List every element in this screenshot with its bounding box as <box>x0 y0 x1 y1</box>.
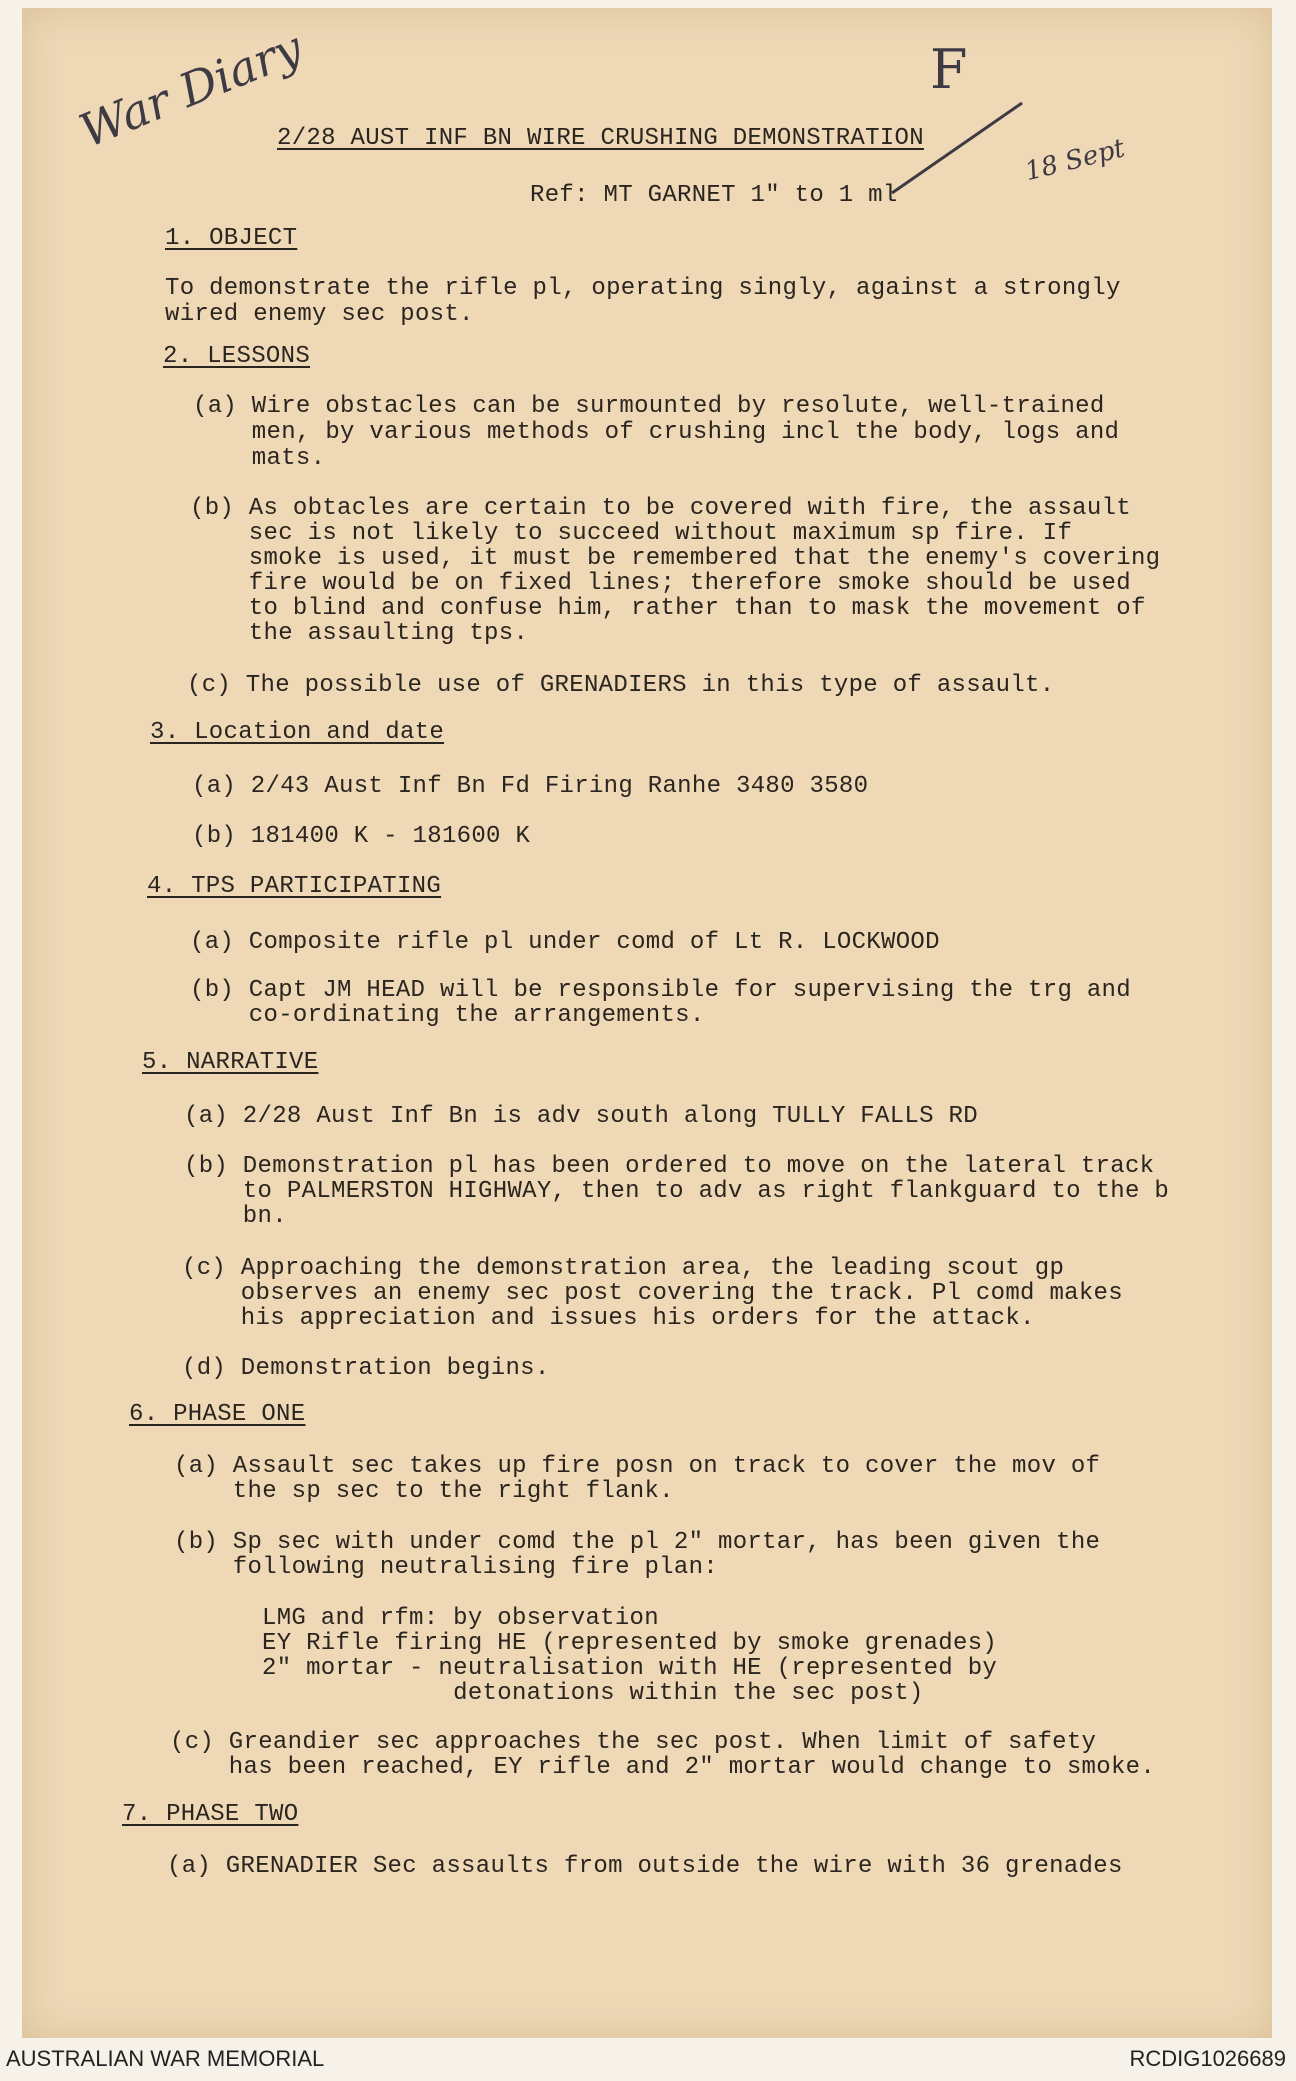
fire-plan-line-3: 2" mortar - neutralisation with HE (represented by <box>262 1655 998 1682</box>
phase-one-a-line-2: the sp sec to the right flank. <box>174 1478 674 1505</box>
narrative-c-line-3: his appreciation and issues his orders for the attack. <box>182 1305 1035 1332</box>
lesson-b-line-6: the assaulting tps. <box>190 620 529 647</box>
document-title: 2/28 AUST INF BN WIRE CRUSHING DEMONSTRATION <box>277 125 924 152</box>
phase-two-a-line: (a) GRENADIER Sec assaults from outside the wire with 36 grenades <box>167 1853 1123 1880</box>
letter-annotation: F <box>930 38 968 101</box>
lesson-b-line-4: fire would be on fixed lines; therefore smoke should be used <box>190 570 1131 597</box>
lesson-b-line-5: to blind and confuse him, rather than to mask the movement of <box>190 595 1146 622</box>
section-heading-troops: 4. TPS PARTICIPATING <box>147 873 442 900</box>
location-b-line: (b) 181400 K - 181600 K <box>192 823 531 850</box>
footer-catalog-id: RCDIG1026689 <box>1129 2046 1286 2071</box>
fire-plan-line-4: detonations within the sec post) <box>262 1680 924 1707</box>
section-heading-location: 3. Location and date <box>150 719 445 746</box>
phase-one-a-line-1: (a) Assault sec takes up fire posn on track to cover the mov of <box>174 1453 1101 1480</box>
narrative-c-line-1: (c) Approaching the demonstration area, the leading scout gp <box>182 1255 1065 1282</box>
section-heading-lessons: 2. LESSONS <box>163 343 311 370</box>
phase-one-c-line-2: has been reached, EY rifle and 2" mortar would change to smoke. <box>170 1754 1156 1781</box>
lesson-a-line-2: men, by various methods of crushing incl the body, logs and <box>193 419 1120 446</box>
section-heading-narrative: 5. NARRATIVE <box>142 1049 319 1076</box>
object-line-1: To demonstrate the rifle pl, operating singly, against a strongly <box>165 275 1121 302</box>
section-heading-object: 1. OBJECT <box>165 225 298 252</box>
date-annotation: 18 Sept <box>1022 133 1128 188</box>
troops-b-line-2: co-ordinating the arrangements. <box>190 1002 705 1029</box>
narrative-a-line: (a) 2/28 Aust Inf Bn is adv south along TULLY FALLS RD <box>184 1103 978 1130</box>
war-diary-annotation: War Diary <box>72 20 310 159</box>
troops-b-line-1: (b) Capt JM HEAD will be responsible for supervising the trg and <box>190 977 1131 1004</box>
phase-one-b-line-2: following neutralising fire plan: <box>174 1554 718 1581</box>
lesson-c-line: (c) The possible use of GRENADIERS in this type of assault. <box>187 672 1055 699</box>
lesson-b-line-2: sec is not likely to succeed without maximum sp fire. If <box>190 520 1073 547</box>
lesson-b-line-3: smoke is used, it must be remembered that the enemy's covering <box>190 545 1161 572</box>
phase-one-b-line-1: (b) Sp sec with under comd the pl 2" mortar, has been given the <box>174 1529 1101 1556</box>
lesson-b-line-1: (b) As obtacles are certain to be covered with fire, the assault <box>190 495 1131 522</box>
section-heading-phase-two: 7. PHASE TWO <box>122 1801 299 1828</box>
fire-plan-line-2: EY Rifle firing HE (represented by smoke grenades) <box>262 1630 998 1657</box>
narrative-b-line-2: to PALMERSTON HIGHWAY, then to adv as right flankguard to the b <box>184 1178 1170 1205</box>
narrative-b-line-3: bn. <box>184 1203 287 1230</box>
phase-one-c-line-1: (c) Greandier sec approaches the sec post. When limit of safety <box>170 1729 1097 1756</box>
map-reference: Ref: MT GARNET 1" to 1 ml <box>530 182 898 209</box>
footer-institution: AUSTRALIAN WAR MEMORIAL <box>6 2046 325 2071</box>
narrative-b-line-1: (b) Demonstration pl has been ordered to move on the lateral track <box>184 1153 1155 1180</box>
troops-a-line: (a) Composite rifle pl under comd of Lt R. LOCKWOOD <box>190 929 940 956</box>
narrative-d-line: (d) Demonstration begins. <box>182 1355 550 1382</box>
document-sheet <box>22 8 1272 2038</box>
lesson-a-line-3: mats. <box>193 445 326 472</box>
lesson-a-line-1: (a) Wire obstacles can be surmounted by resolute, well-trained <box>193 393 1105 420</box>
narrative-c-line-2: observes an enemy sec post covering the track. Pl comd makes <box>182 1280 1123 1307</box>
section-heading-phase-one: 6. PHASE ONE <box>129 1401 306 1428</box>
fire-plan-line-1: LMG and rfm: by observation <box>262 1605 659 1632</box>
location-a-line: (a) 2/43 Aust Inf Bn Fd Firing Ranhe 3480 3580 <box>192 773 869 800</box>
annotation-stroke <box>22 8 1272 208</box>
object-line-2: wired enemy sec post. <box>165 301 474 328</box>
